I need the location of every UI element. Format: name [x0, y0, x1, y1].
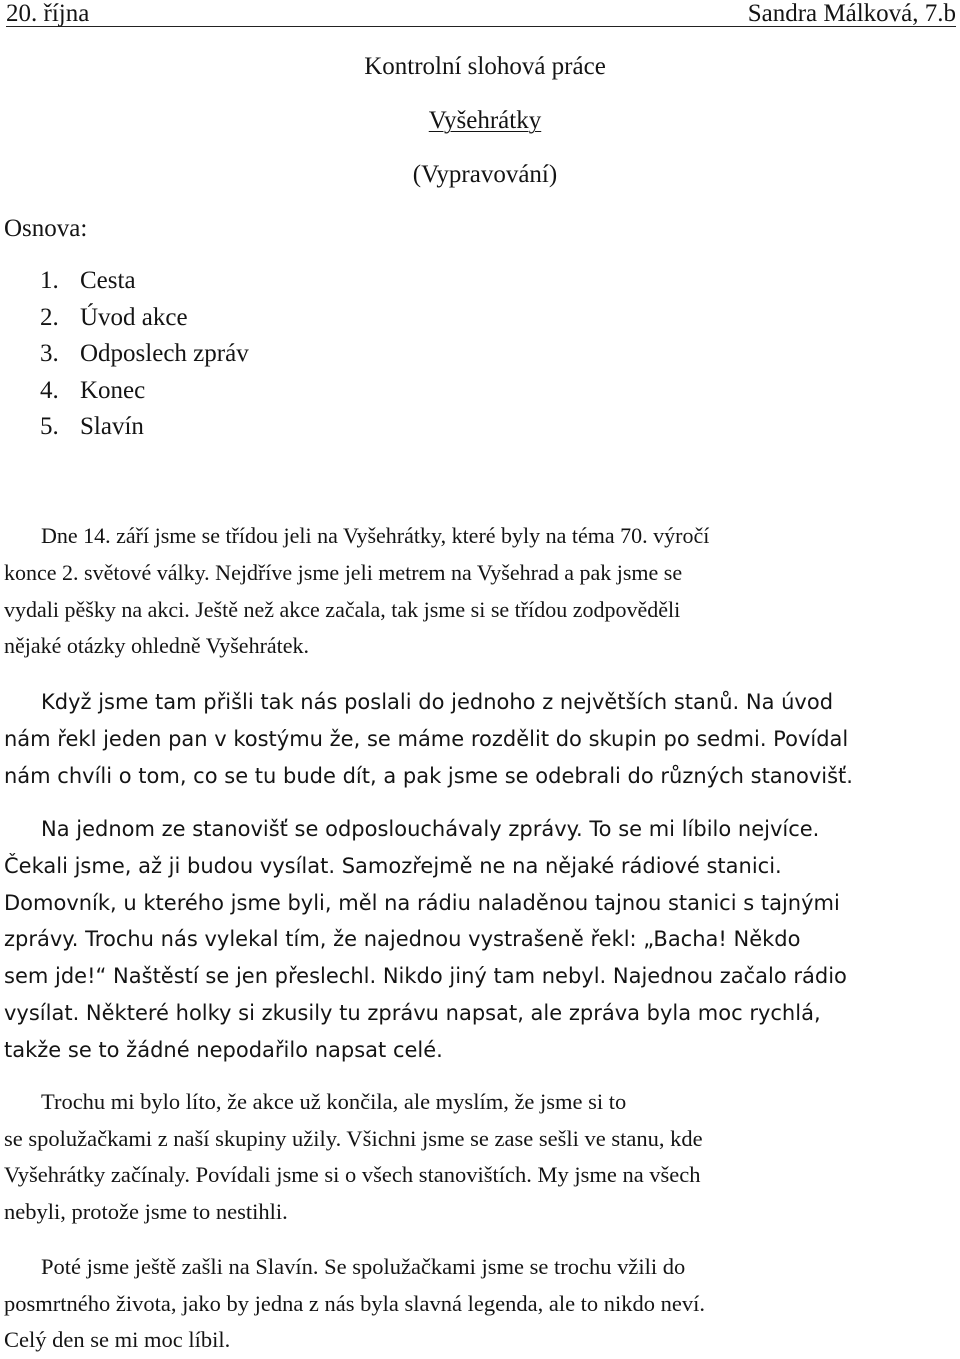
outline-item	[40, 266, 249, 303]
outline-item-number: 3.	[40, 340, 59, 367]
paragraph-line: se spolužačkami z naší skupiny užily. Všichni jsme se zase sešli ve stanu, kde	[4, 1125, 703, 1151]
paragraph-line: vysílat. Některé holky si zkusily tu zprávu napsat, ale zpráva byla moc rychlá,	[4, 1000, 821, 1025]
outline-item	[40, 412, 249, 449]
paragraph-line: vydali pěšky na akci. Ještě než akce začala, tak jsme si se třídou zodpověděli	[4, 596, 681, 622]
paragraph-intro	[4, 518, 709, 665]
outline-item-text: Odposlech zpráv	[80, 340, 249, 367]
paragraph-line: zprávy. Trochu nás vylekal tím, že najednou vystrašeně řekl: „Bacha! Někdo	[4, 927, 801, 952]
paragraph-line: posmrtného života, jako by jedna z nás byla slavná legenda, ale to nikdo neví.	[4, 1290, 706, 1316]
document-genre: (Vypravování)	[412, 161, 558, 188]
outline-list	[40, 266, 249, 449]
paragraph-line: Dne 14. září jsme se třídou jeli na Vyšehrátky, které byly na téma 70. výročí	[41, 523, 710, 548]
document-title: Vyšehrátky	[428, 107, 542, 134]
document-kind: Kontrolní slohová práce	[364, 53, 606, 80]
paragraph-line: sem jde!“ Naštěstí se jen přeslechl. Nikdo jiný tam nebyl. Najednou začalo rádio	[4, 964, 847, 989]
paragraph-line: nějaké otázky ohledně Vyšehrátek.	[4, 633, 310, 659]
page-header	[6, 0, 956, 27]
outline-label: Osnova:	[4, 215, 88, 242]
outline-item-text: Slavín	[80, 413, 144, 440]
header-date: 20. října	[6, 0, 90, 27]
paragraph-line: nám řekl jeden pan v kostýmu že, se máme rozdělit do skupin po sedmi. Povídal	[4, 726, 849, 751]
paragraph-line: Čekali jsme, až ji budou vysílat. Samozřejmě ne na nějaké rádiové stanici.	[4, 853, 782, 878]
paragraph-line: nebyli, protože jsme to nestihli.	[4, 1199, 288, 1225]
paragraph-line: takže se to žádné nepodařilo napsat celé.	[4, 1037, 443, 1062]
outline-item	[40, 339, 249, 376]
outline-item-text: Konec	[80, 376, 146, 404]
paragraph-line: Vyšehrátky začínaly. Povídali jsme si o všech stanovištích. My jsme na všech	[4, 1162, 701, 1188]
outline-item-number: 2.	[40, 303, 59, 331]
outline-item-number: 4.	[40, 376, 59, 404]
paragraph-arrival	[4, 684, 853, 794]
outline-item-text: Úvod akce	[80, 303, 188, 331]
paragraph-line: Na jednom ze stanovišť se odposlouchávaly zprávy. To se mi líbilo nejvíce.	[41, 817, 820, 841]
paragraph-line: konce 2. světové války. Nejdříve jsme jeli metrem na Vyšehrad a pak jsme se	[4, 559, 683, 585]
paragraph-line: Celý den se mi moc líbil.	[4, 1327, 231, 1353]
paragraph-radio	[4, 811, 847, 1069]
outline-item-number: 5.	[40, 413, 59, 440]
paragraph-line: Když jsme tam přišli tak nás poslali do jednoho z největších stanů. Na úvod	[41, 690, 834, 714]
paragraph-ending	[4, 1084, 703, 1231]
paragraph-slavin	[4, 1249, 705, 1359]
outline-item-number: 1.	[40, 267, 59, 294]
outline-item	[40, 376, 249, 413]
outline-item	[40, 303, 249, 340]
header-author: Sandra Málková, 7.b	[747, 0, 956, 27]
outline-item-text: Cesta	[80, 267, 136, 294]
paragraph-line: Trochu mi bylo líto, že akce už končila, ale myslím, že jsme si to	[41, 1089, 627, 1114]
paragraph-line: Poté jsme ještě zašli na Slavín. Se spolužačkami jsme se trochu vžili do	[41, 1254, 686, 1279]
paragraph-line: nám chvíli o tom, co se tu bude dít, a pak jsme se odebrali do různých stanovišť.	[4, 763, 853, 788]
paragraph-line: Domovník, u kterého jsme byli, měl na rádiu naladěnou tajnou stanici s tajnými	[4, 890, 840, 915]
